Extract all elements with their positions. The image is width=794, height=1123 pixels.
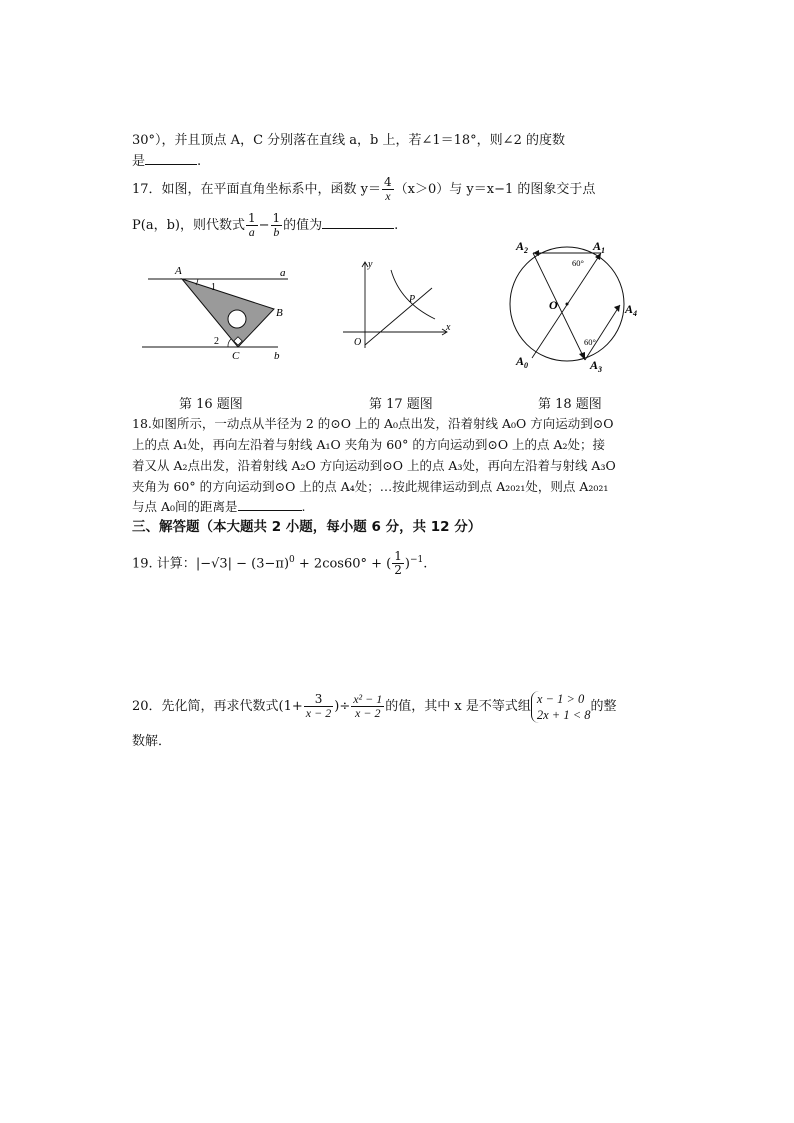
- q19-exp-neg1: −1: [409, 555, 424, 565]
- ruler-hole: [228, 310, 246, 328]
- q20-line1: 20．先化简，再求代数式(1+ $\frac{3}{x - 2}$ )÷ $\frac{\text{x² − 1}}{x - 2}$ 的值，其中 x 是不等式组 x − 1 > 0 2x + 1 < 8 的整: [132, 691, 617, 722]
- arrow-A4: [614, 305, 620, 312]
- line-x-minus-1: [365, 288, 432, 345]
- q20-fraction-x2: $\frac{\text{x² − 1}}{x - 2}$: [353, 692, 383, 720]
- label-C: C: [232, 350, 240, 362]
- q17-text-b: （x＞0）与 y＝x−1 的图象交于点: [394, 182, 596, 197]
- label-A3: $A_3$: [590, 358, 603, 373]
- q18-line5-text: 与点 A₀间的距离是: [132, 499, 238, 514]
- inequality-system: x − 1 > 0 2x + 1 < 8: [531, 691, 591, 723]
- q20-label: 20．先化简，再求代数式: [132, 699, 279, 714]
- label-1: 1: [211, 282, 216, 293]
- label-A4: $A_4$: [625, 302, 638, 318]
- q18-line5: 与点 A₀间的距离是 .: [132, 499, 306, 514]
- caption-18: 第 18 题图: [538, 397, 602, 412]
- label-y: y: [368, 259, 373, 270]
- label-A2: $A_2$: [516, 239, 529, 255]
- angle-60-top: 60°: [572, 258, 584, 268]
- q17-fraction-1b: $\frac{1}{b}$: [272, 211, 281, 239]
- q19-fraction-half: $\frac{1}{2}$: [394, 549, 402, 578]
- q20-line2: 数解．: [132, 734, 172, 749]
- q17-text-a: 17．如图，在平面直角坐标系中，函数 y＝: [132, 182, 382, 197]
- triangle-ruler: [182, 279, 274, 347]
- label-O: O: [354, 337, 362, 348]
- label-2: 2: [214, 336, 219, 347]
- q18-line1: 18.如图所示，一动点从半径为 2 的⊙O 上的 A₀点出发，沿着射线 A₀O 方向运动到⊙O: [132, 416, 614, 431]
- q18-line4: 夹角为 60° 的方向运动到⊙O 上的点 A₄处；…按此规律运动到点 A₂₀₂₁处，则点 A₂₀₂₁: [132, 479, 609, 494]
- q16-line2-text: 是: [132, 154, 146, 169]
- figure-17: [338, 258, 458, 350]
- q16-line1: 30°），并且顶点 A，C 分别落在直线 a，b 上，若∠1＝18°，则∠2 的度数: [132, 133, 565, 148]
- figure-18: [505, 238, 655, 373]
- q18-line2: 上的点 A₁处，再向左沿着与射线 A₁O 夹角为 60° 的方向运动到⊙O 上的点 A₂处；接: [132, 437, 606, 452]
- angle-2-arc: [228, 339, 231, 347]
- label-B: B: [276, 307, 283, 319]
- label-A1: $A_1$: [593, 239, 606, 255]
- q17-line1: [132, 176, 595, 203]
- q20-tail: 的整: [590, 699, 617, 714]
- q17-fraction-4x: $\frac{4}{x}$: [384, 175, 392, 203]
- caption-17: 第 17 题图: [369, 397, 433, 412]
- label-O18: O: [549, 298, 558, 312]
- q20-fraction-3: $\frac{3}{x - 2}$: [305, 692, 332, 720]
- angle-60-bottom: 60°: [584, 337, 596, 347]
- label-a: a: [280, 267, 286, 279]
- q17-minus: −: [258, 218, 270, 233]
- q17-text-d: 的值为: [283, 218, 323, 233]
- q19-expr-b: + 2cos60° + (: [294, 556, 392, 572]
- section-3-title: 三、解答题（本大题共 2 小题，每小题 6 分，共 12 分）: [132, 519, 482, 535]
- q17-text-c: P(a，b)，则代数式: [132, 218, 245, 233]
- answer-blank-18: [238, 498, 302, 511]
- label-b: b: [274, 350, 280, 362]
- q17-line2: P(a，b)，则代数式 $\frac{1}{a}$ − $\frac{1}{b}$ 的值为 .: [132, 211, 399, 239]
- point-O: [566, 303, 569, 306]
- figure-16: [140, 262, 300, 367]
- q20-mid: 的值，其中 x 是不等式组: [385, 699, 531, 714]
- q16-line2: 是 .: [132, 154, 202, 169]
- q19-expr-a: |−√3| − (3−π): [195, 556, 290, 572]
- q19-label: 19. 计算：: [132, 556, 196, 572]
- answer-blank-16: [145, 152, 197, 165]
- q19-expr-c: ): [404, 556, 410, 572]
- label-P: P: [409, 294, 416, 305]
- answer-blank-17: [322, 216, 394, 229]
- label-A: A: [175, 265, 182, 277]
- label-x: x: [446, 322, 451, 333]
- label-A0: $A_0$: [516, 354, 529, 370]
- q19-exp-0: 0: [289, 555, 295, 565]
- q18-line3: 着又从 A₂点出发，沿着射线 A₂O 方向运动到⊙O 上的点 A₃处，再向左沿着与射线 A₃O: [132, 458, 616, 473]
- caption-16: 第 16 题图: [179, 397, 243, 412]
- q19-line: 19. 计算：$|-√3| - (3-\pi)^0 + 2\cos 60^\circ$ + ( $\frac{1}{2}$ )$^{-1}$.: [132, 549, 428, 578]
- q17-fraction-1a: $\frac{1}{a}$: [247, 211, 256, 239]
- seg-A3-A4: [585, 305, 620, 360]
